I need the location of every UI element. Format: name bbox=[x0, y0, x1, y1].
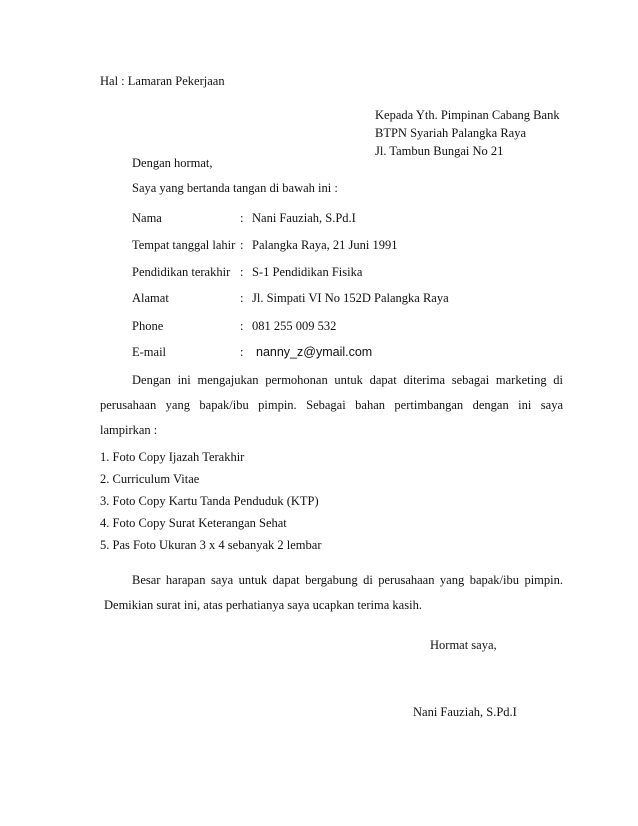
detail-label: Pendidikan terakhir bbox=[132, 265, 231, 279]
detail-value: S-1 Pendidikan Fisika bbox=[252, 265, 363, 279]
detail-value: Nani Fauziah, S.Pd.I bbox=[252, 211, 356, 225]
paragraph-line: lampirkan : bbox=[100, 423, 158, 437]
closing-salutation: Hormat saya, bbox=[430, 638, 497, 652]
detail-label: E-mail bbox=[132, 345, 167, 359]
intro-text: Saya yang bertanda tangan di bawah ini : bbox=[132, 181, 338, 195]
detail-value: Palangka Raya, 21 Juni 1991 bbox=[252, 238, 398, 252]
detail-colon: : bbox=[240, 291, 244, 305]
paragraph-line: Demikian surat ini, atas perhatianya saya ucapkan terima kasih. bbox=[104, 598, 422, 612]
detail-label: Phone bbox=[132, 319, 164, 333]
detail-label: Tempat tanggal lahir bbox=[132, 238, 236, 252]
attachment-item: 4. Foto Copy Surat Keterangan Sehat bbox=[100, 516, 287, 530]
detail-value: 081 255 009 532 bbox=[252, 319, 337, 333]
detail-label: Nama bbox=[132, 211, 162, 225]
detail-colon: : bbox=[240, 238, 244, 252]
recipient-line-1: Kepada Yth. Pimpinan Cabang Bank bbox=[375, 108, 560, 122]
detail-value: Jl. Simpati VI No 152D Palangka Raya bbox=[252, 291, 449, 305]
detail-colon: : bbox=[240, 265, 244, 279]
greeting: Dengan hormat, bbox=[132, 156, 213, 170]
email-value: nanny_z@ymail.com bbox=[256, 345, 373, 359]
letter-subject: Hal : Lamaran Pekerjaan bbox=[100, 74, 225, 88]
paragraph-line: Besar harapan saya untuk dapat bergabung di perusahaan yang bapak/ibu pimpin. bbox=[132, 573, 563, 587]
detail-colon: : bbox=[240, 319, 244, 333]
detail-colon: : bbox=[240, 211, 244, 225]
signature-name: Nani Fauziah, S.Pd.I bbox=[413, 705, 517, 719]
detail-label: Alamat bbox=[132, 291, 169, 305]
detail-colon: : bbox=[240, 345, 244, 359]
recipient-line-2: BTPN Syariah Palangka Raya bbox=[375, 126, 527, 140]
attachment-item: 1. Foto Copy Ijazah Terakhir bbox=[100, 450, 245, 464]
attachment-item: 2. Curriculum Vitae bbox=[100, 472, 200, 486]
paragraph-line: perusahaan yang bapak/ibu pimpin. Sebagai bahan pertimbangan dengan ini saya bbox=[100, 398, 563, 412]
recipient-line-3: Jl. Tambun Bungai No 21 bbox=[375, 144, 504, 158]
attachment-item: 5. Pas Foto Ukuran 3 x 4 sebanyak 2 lembar bbox=[100, 538, 322, 552]
attachment-item: 3. Foto Copy Kartu Tanda Penduduk (KTP) bbox=[100, 494, 319, 508]
paragraph-line: Dengan ini mengajukan permohonan untuk dapat diterima sebagai marketing di bbox=[132, 373, 563, 387]
